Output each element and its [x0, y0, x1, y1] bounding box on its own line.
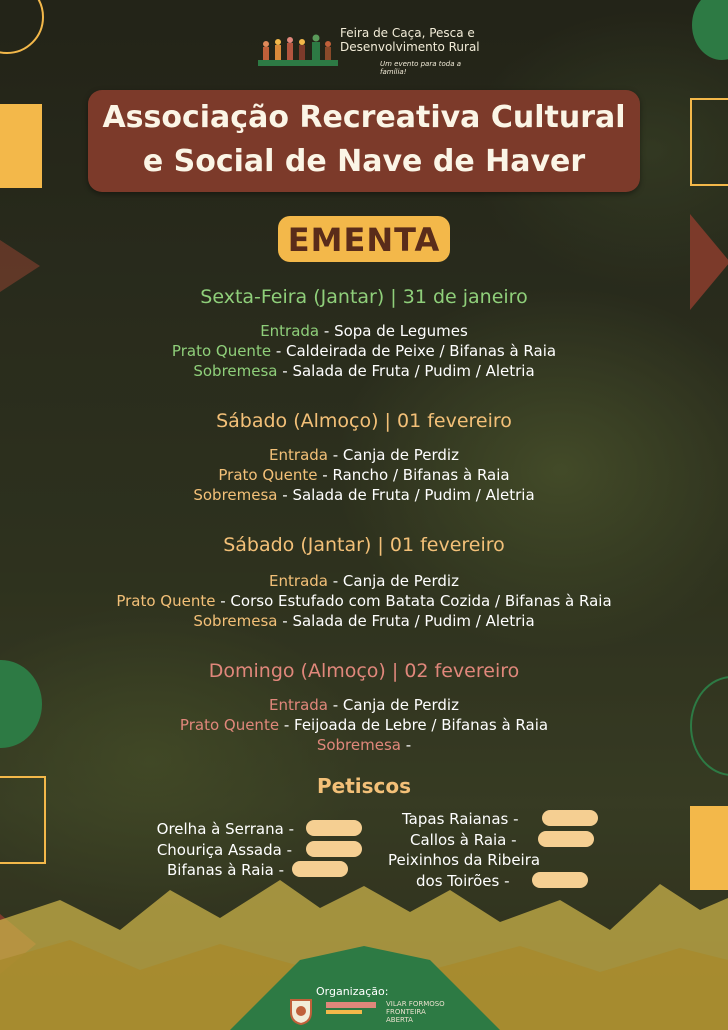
menu-row: [0, 342, 728, 360]
decor-right-outline-square: [690, 98, 728, 186]
menu-row: [0, 592, 728, 610]
course-text: - Caldeirada de Peixe / Bifanas à Raia: [271, 342, 557, 360]
price-placeholder: [306, 841, 362, 857]
day-heading-sunday-lunch: Domingo (Almoço) | 02 fevereiro: [208, 660, 520, 682]
day-heading-friday-dinner: Sexta-Feira (Jantar) | 31 de janeiro: [200, 286, 528, 308]
petisco-item: Peixinhos da Ribeira: [388, 851, 541, 869]
course-text: - Rancho / Bifanas à Raia: [317, 466, 510, 484]
course-label: Entrada: [260, 322, 320, 340]
petiscos-heading: Petiscos: [316, 774, 412, 798]
menu-row: [0, 322, 728, 340]
course-label: Sobremesa: [193, 486, 278, 504]
organization-logo-text: VILAR FORMOSO FRONTEIRA ABERTA: [386, 1000, 445, 1024]
course-text: -: [400, 736, 412, 754]
course-text: - Canja de Perdiz: [327, 572, 459, 590]
course-label: Sobremesa: [193, 362, 278, 380]
menu-row: [0, 446, 728, 464]
decor-left-triangle: [0, 240, 40, 292]
course-label: Prato Quente: [171, 342, 272, 360]
menu-row: [0, 612, 728, 630]
price-placeholder: [542, 810, 598, 826]
petisco-item: Orelha à Serrana -: [156, 820, 294, 838]
menu-row: [0, 716, 728, 734]
course-label: Entrada: [269, 696, 328, 714]
petisco-item: Tapas Raianas -: [402, 810, 519, 828]
family-figures-icon: [258, 30, 338, 68]
petisco-item: dos Toirões -: [416, 872, 510, 890]
price-placeholder: [538, 831, 594, 847]
organization-label: Organização:: [316, 985, 389, 998]
course-label: Sobremesa: [316, 736, 401, 754]
menu-row: [0, 362, 728, 380]
course-text: - Salada de Fruta / Pudim / Aletria: [277, 362, 535, 380]
day-heading-saturday-lunch: Sábado (Almoço) | 01 fevereiro: [216, 410, 512, 432]
event-logo: [258, 18, 488, 76]
decor-left-square: [0, 104, 42, 188]
course-text: - Sopa de Legumes: [319, 322, 468, 340]
price-placeholder: [306, 820, 362, 836]
menu-row: [0, 736, 728, 754]
course-text: - Salada de Fruta / Pudim / Aletria: [277, 612, 535, 630]
course-label: Prato Quente: [116, 592, 216, 610]
course-text: - Canja de Perdiz: [327, 446, 459, 464]
course-label: Prato Quente: [179, 716, 280, 734]
sponsor-logo-icon: [326, 1000, 376, 1018]
petisco-item: Callos à Raia -: [410, 831, 517, 849]
course-text: - Corso Estufado com Batata Cozida / Bifanas à Raia: [215, 592, 612, 610]
title-line-2: e Social de Nave de Haver: [142, 144, 586, 179]
course-label: Entrada: [269, 446, 328, 464]
course-text: - Salada de Fruta / Pudim / Aletria: [277, 486, 535, 504]
event-logo-tagline: Um evento para toda a família!: [380, 60, 462, 76]
day-heading-saturday-dinner: Sábado (Jantar) | 01 fevereiro: [223, 534, 505, 556]
title-banner: [88, 90, 640, 192]
menu-row: [0, 486, 728, 504]
course-label: Prato Quente: [218, 466, 318, 484]
menu-row: [0, 572, 728, 590]
menu-row: [0, 466, 728, 484]
course-label: Sobremesa: [193, 612, 278, 630]
event-logo-title: Feira de Caça, Pesca e Desenvolvimento Rural: [340, 26, 480, 54]
petisco-item: Bifanas à Raia -: [167, 861, 284, 879]
menu-row: [0, 696, 728, 714]
course-text: - Feijoada de Lebre / Bifanas à Raia: [279, 716, 549, 734]
petisco-item: Chouriça Assada -: [156, 841, 292, 859]
title-line-1: Associação Recreativa Cultural: [102, 100, 626, 135]
course-label: Entrada: [269, 572, 328, 590]
coat-of-arms-icon: [286, 996, 316, 1026]
menu-heading: EMENTA: [278, 216, 450, 262]
course-text: - Canja de Perdiz: [327, 696, 459, 714]
